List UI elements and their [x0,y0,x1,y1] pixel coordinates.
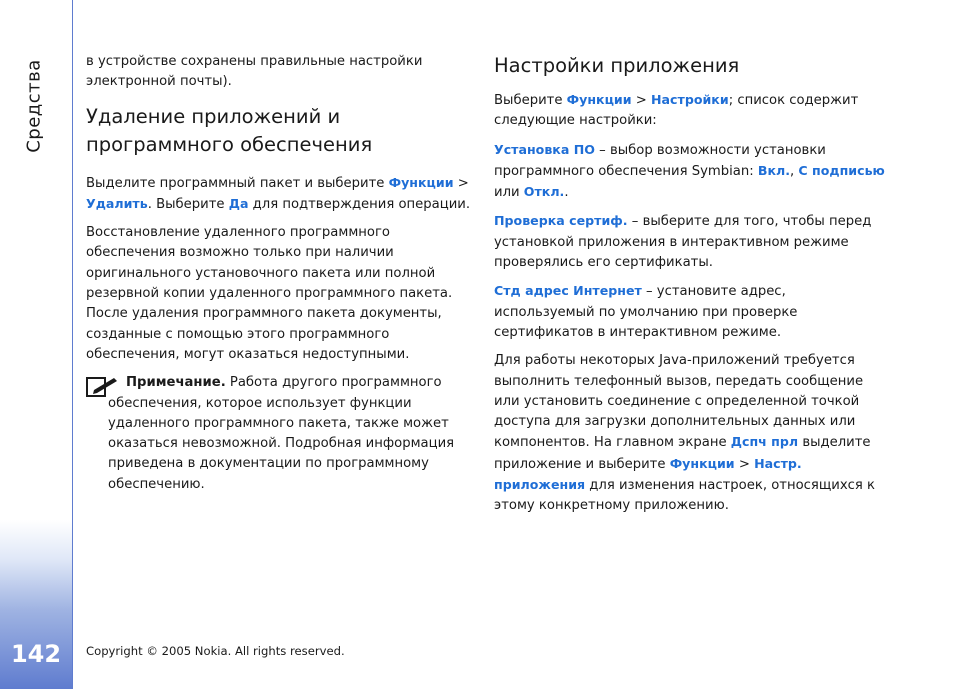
keyword-app-manager: Дспч прл [730,434,799,450]
intro-paragraph: в устройстве сохранены правильные настройки электронной почты). [86,54,423,90]
setting-default-address: Стд адрес Интернет – установите адрес, используемый по умолчанию при проверке сертификатов в интерактивном режиме. [494,283,798,340]
note-block [86,373,474,495]
keyword-yes: Да [228,195,249,211]
keyword-remove: Удалить [86,195,148,211]
setting-software-install: Установка ПО – выбор возможности установки программного обеспечения Symbian: Вкл., С подписью или Откл.. [494,141,885,201]
section-title: Средства [23,59,45,153]
page-number: 142 [10,640,62,668]
footer-copyright: Copyright © 2005 Nokia. All rights reserved. [86,644,345,658]
restore-paragraph: Восстановление удаленного программного обеспечения возможно только при наличии оригинального установочного пакета или полной резервной копии удаленного программного пакета. После удаления программного пакета документы, созданные с помощью этого программного обеспечения, могут оказаться недоступными. [86,225,453,362]
keyword-functions: Функции [388,174,454,190]
right-column [494,52,889,525]
keyword-off: Откл. [523,184,565,200]
uninstall-instructions: Выделите программный пакет и выберите Функции > Удалить. Выберите Да для подтверждения операции. [86,174,471,212]
keyword-on: Вкл. [757,162,791,178]
keyword-settings: Настройки [651,92,729,107]
left-column [86,52,474,495]
keyword-cert-check: Проверка сертиф. [494,213,628,229]
keyword-software-install: Установка ПО [494,141,595,157]
setting-cert-check: Проверка сертиф. – выберите для того, чтобы перед установкой приложения в интерактивном режиме проверялись его сертификаты. [494,213,872,271]
section-heading-uninstall: Удаление приложений и программного обеспечения [86,104,373,156]
note-text: Работа другого программного обеспечения, которое использует функции удаленного программного пакета, также может оказаться невозможной. Подробная информация приведена в документации по программному обеспечению. [108,375,455,492]
keyword-functions: Функции [669,455,735,471]
settings-intro: Выберите Функции > Настройки; список содержит следующие настройки: [494,92,859,129]
note-icon [86,376,120,398]
note-label: Примечание. [126,375,226,391]
keyword-functions: Функции [566,92,632,107]
keyword-default-address: Стд адрес Интернет [494,283,642,299]
keyword-app-settings: Настр. приложения [494,455,802,493]
sidebar [0,0,73,689]
keyword-signed: С подписью [798,162,885,178]
java-apps-paragraph: Для работы некоторых Java-приложений требуется выполнить телефонный вызов, передать сообщение или установить соединение с определенной точкой доступа для загрузки дополнительных данных или компонентов. На главном экране Дспч прл выделите приложение и выберите Функции > Настр. приложения для изменения настроек, относящихся к этому конкретному приложению. [494,353,875,514]
section-heading-app-settings: Настройки приложения [494,54,740,77]
